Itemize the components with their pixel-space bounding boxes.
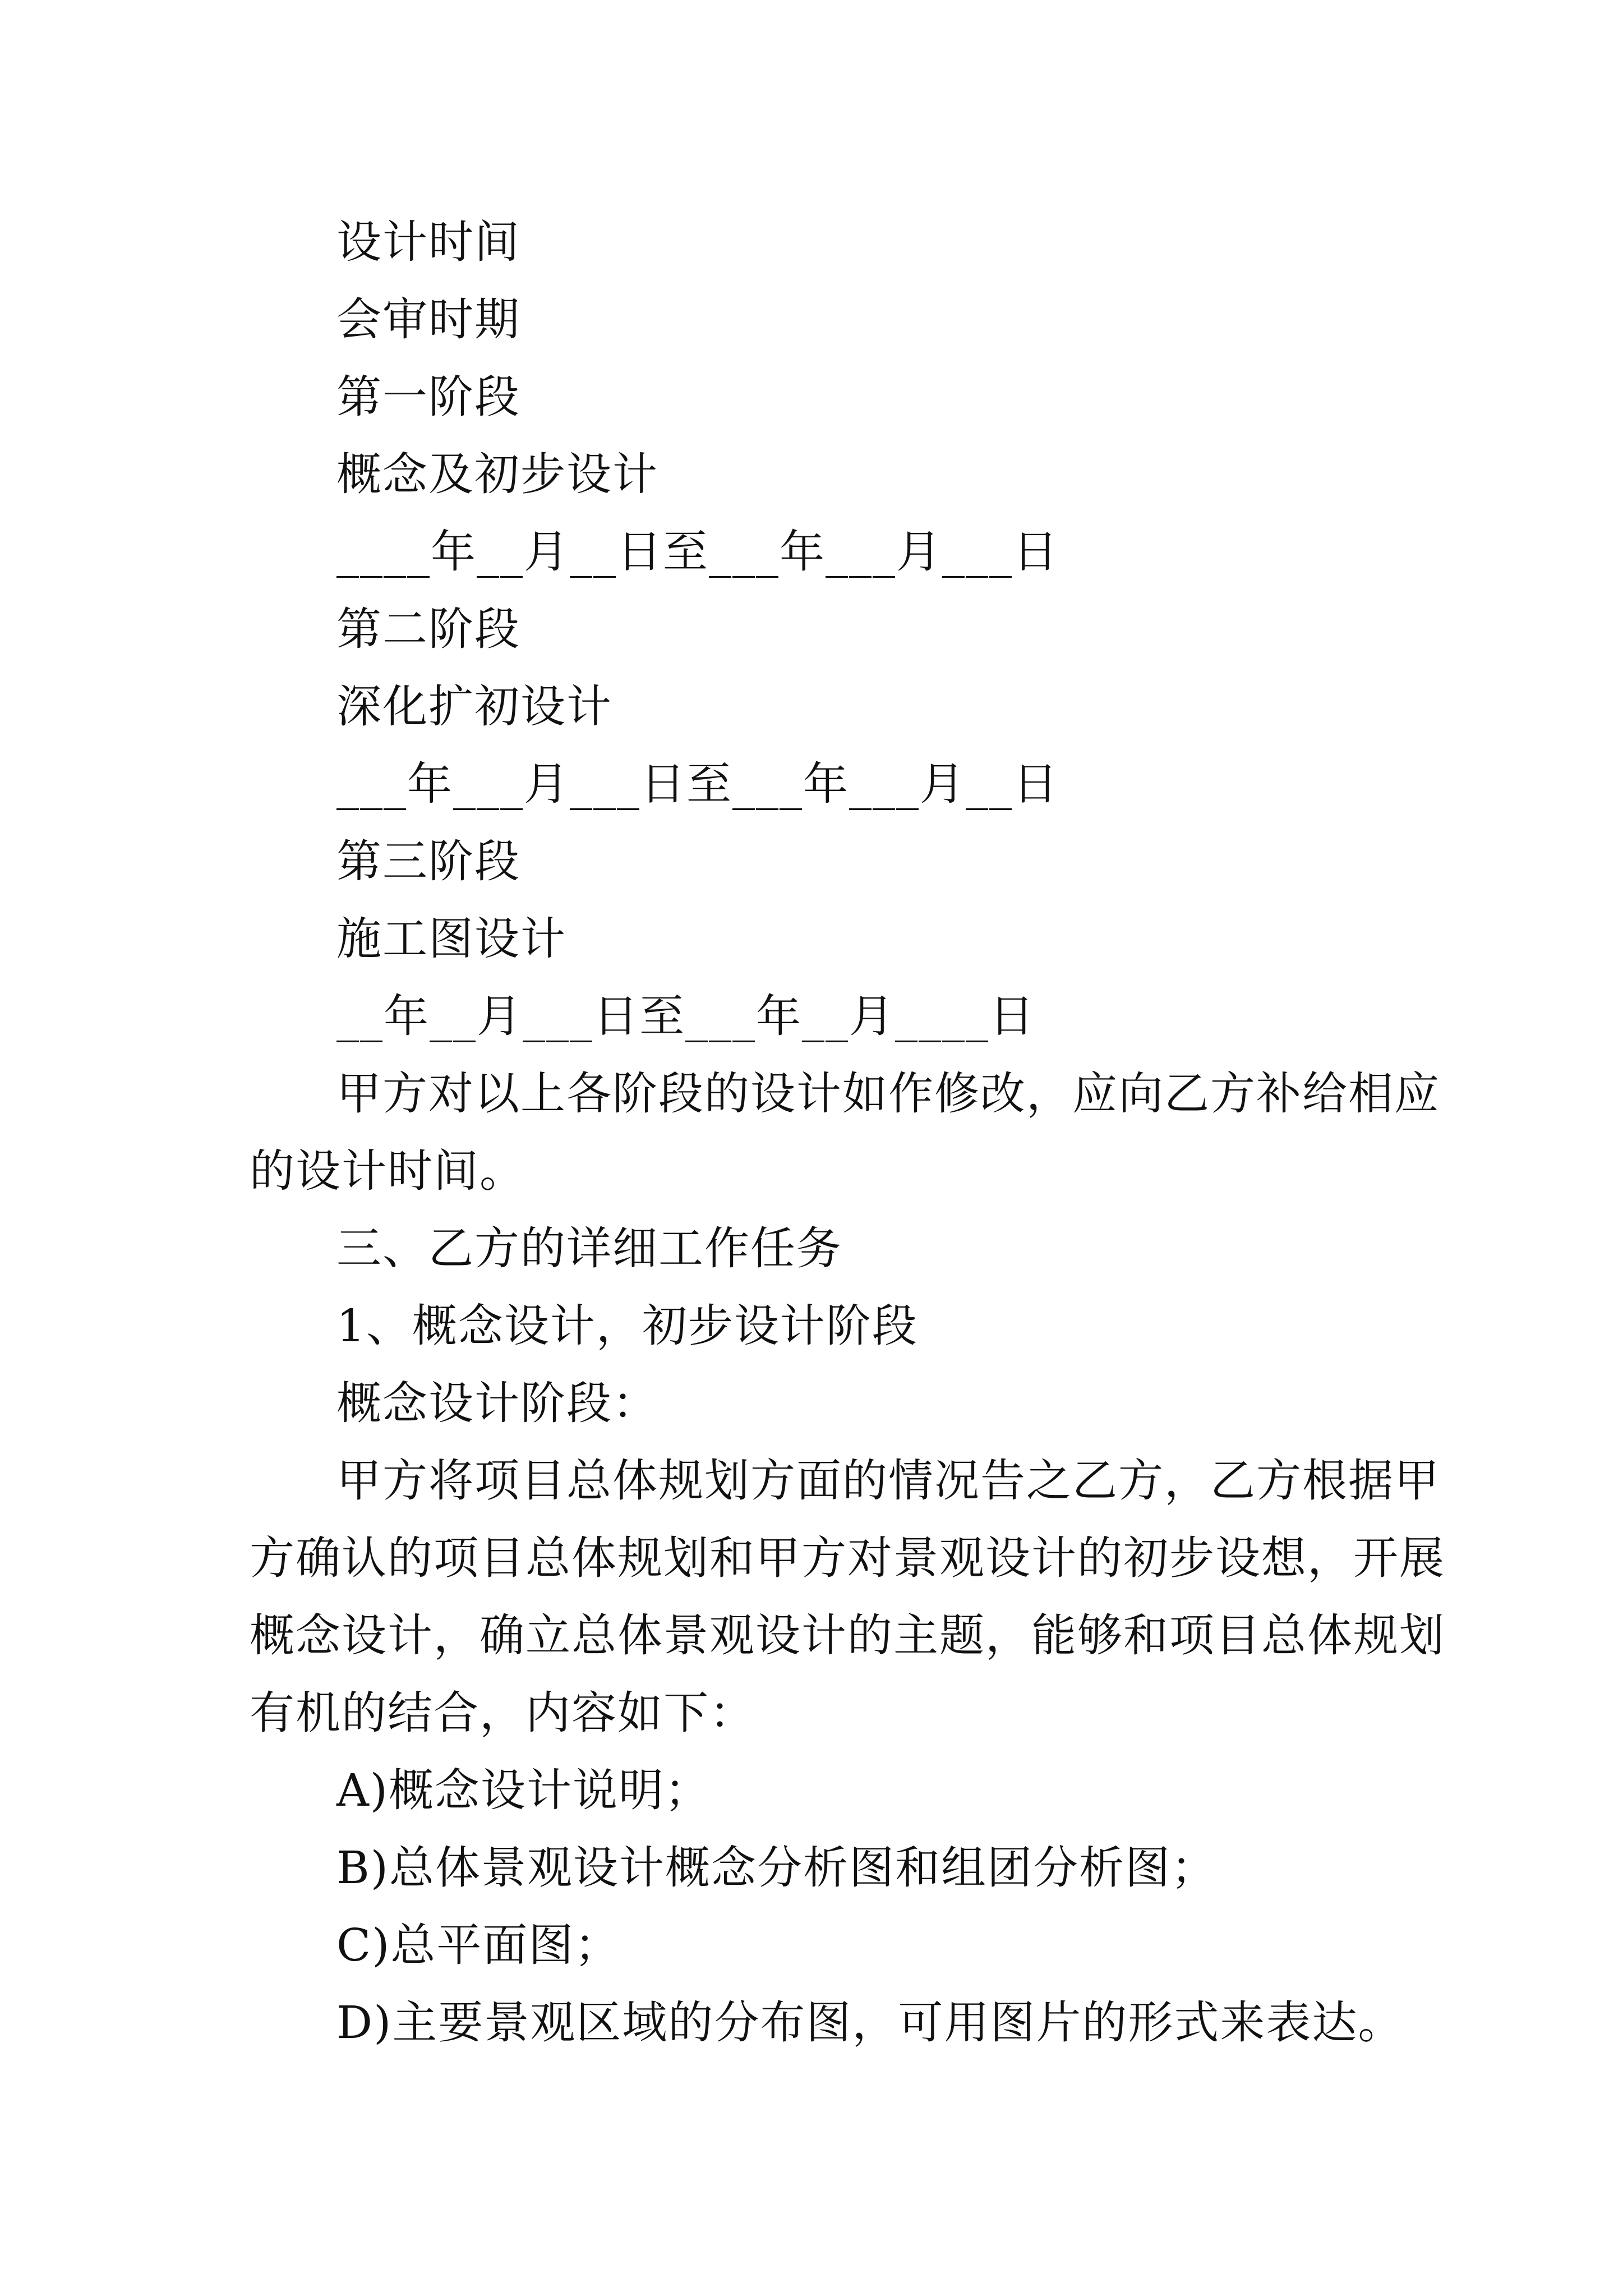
- stage-one-title: 概念及初步设计: [336, 448, 658, 500]
- stage-three-label: 第三阶段: [336, 835, 520, 887]
- paragraph-concept-line-2: 方确认的项目总体规划和甲方对景观设计的初步设想，开展: [250, 1532, 1445, 1584]
- stage-three-dates: __年__月___日至___年__月____日: [336, 990, 1035, 1042]
- stage-one-dates: ____年__月__日至___年___月___日: [336, 526, 1059, 578]
- heading-design-time: 设计时间: [336, 216, 520, 268]
- list-item-b: B)总体景观设计概念分析图和组团分析图；: [336, 1842, 1217, 1894]
- subsection-heading-concept: 1、概念设计，初步设计阶段: [336, 1300, 918, 1352]
- list-item-c: C)总平面图；: [336, 1919, 621, 1971]
- heading-review-period: 会审时期: [336, 293, 520, 346]
- paragraph-concept-line-1: 甲方将项目总体规划方面的情况告之乙方，乙方根据甲: [336, 1455, 1440, 1507]
- stage-two-label: 第二阶段: [336, 603, 520, 655]
- concept-stage-label: 概念设计阶段：: [336, 1377, 658, 1429]
- paragraph-modification-line-1: 甲方对以上各阶段的设计如作修改，应向乙方补给相应: [336, 1068, 1440, 1120]
- paragraph-modification-line-2: 的设计时间。: [250, 1145, 525, 1197]
- list-item-d: D)主要景观区域的分布图，可用图片的形式来表达。: [336, 1996, 1404, 2049]
- section-heading-tasks: 三、乙方的详细工作任务: [336, 1222, 842, 1274]
- list-item-a: A)概念设计说明；: [336, 1764, 711, 1816]
- stage-one-label: 第一阶段: [336, 371, 520, 423]
- stage-two-title: 深化扩初设计: [336, 680, 612, 733]
- paragraph-concept-line-4: 有机的结合，内容如下：: [250, 1687, 755, 1739]
- stage-three-title: 施工图设计: [336, 913, 566, 965]
- stage-two-dates: ___年___月___日至___年___月__日: [336, 758, 1059, 810]
- paragraph-concept-line-3: 概念设计，确立总体景观设计的主题，能够和项目总体规划: [250, 1609, 1445, 1662]
